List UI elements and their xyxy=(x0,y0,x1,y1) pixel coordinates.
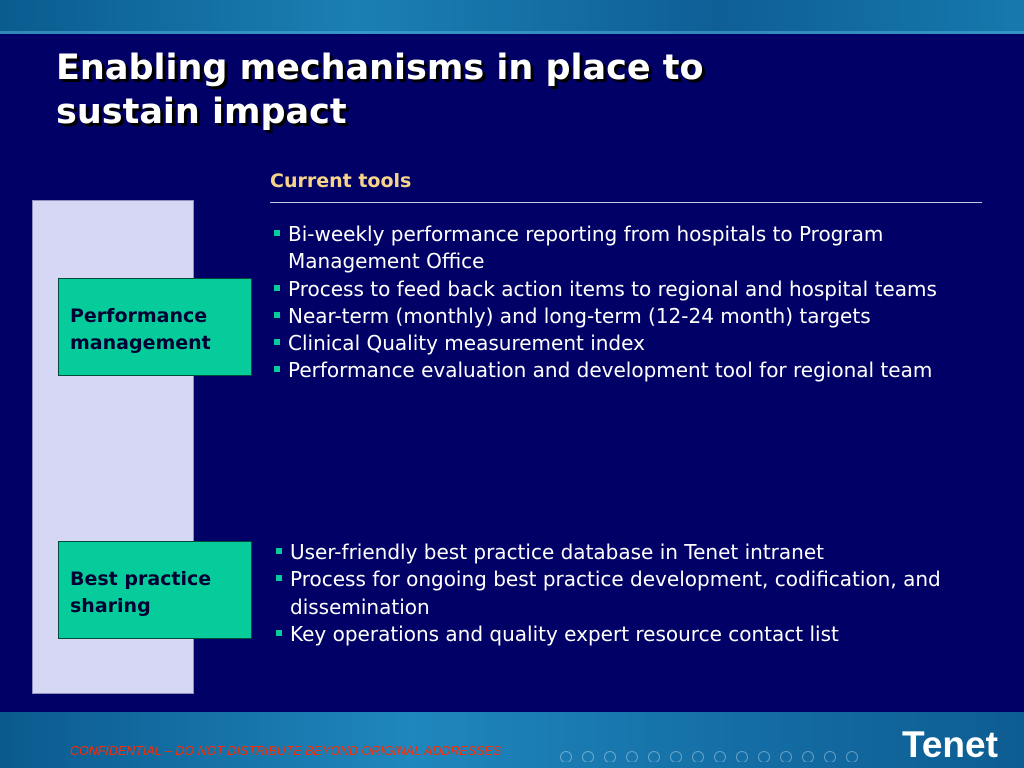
dot-decoration xyxy=(582,751,594,762)
square-bullet-icon xyxy=(274,366,280,372)
square-bullet-icon xyxy=(276,630,282,636)
dot-decoration xyxy=(648,751,660,762)
dot-decoration xyxy=(758,751,770,762)
dot-decoration xyxy=(736,751,748,762)
dot-decoration xyxy=(824,751,836,762)
list-item-text: Clinical Quality measurement index xyxy=(288,331,645,356)
dot-decoration xyxy=(780,751,792,762)
list-item xyxy=(272,539,992,566)
dot-decoration xyxy=(802,751,814,762)
list-item xyxy=(270,357,990,384)
square-bullet-icon xyxy=(276,575,282,581)
list-item xyxy=(270,330,990,357)
best-practice-tools-list xyxy=(272,539,992,648)
dot-decoration xyxy=(604,751,616,762)
square-bullet-icon xyxy=(274,285,280,291)
dot-decoration xyxy=(670,751,682,762)
footer-dot-pattern xyxy=(560,748,890,762)
dot-decoration xyxy=(846,751,858,762)
list-item xyxy=(270,276,990,303)
list-item xyxy=(272,566,992,621)
top-decorative-band xyxy=(0,0,1024,34)
slide-title: Enabling mechanisms in place to sustain impact xyxy=(56,48,704,132)
dot-decoration xyxy=(714,751,726,762)
square-bullet-icon xyxy=(274,230,280,236)
dot-decoration xyxy=(626,751,638,762)
mechanism-box-best-practice-sharing: Best practice sharing xyxy=(58,541,252,639)
list-item-text: Performance evaluation and development tool for regional team xyxy=(288,358,933,383)
list-item-text: Process for ongoing best practice development, codification, and dissemination xyxy=(290,567,941,619)
mechanism-box-performance-management: Performance management xyxy=(58,278,252,376)
confidential-notice: CONFIDENTIAL – DO NOT DISTRIBUTE BEYOND ORIGINAL ADDRESSES xyxy=(70,744,502,758)
list-item-text: Near-term (monthly) and long-term (12-24 month) targets xyxy=(288,303,871,328)
list-item-text: Process to feed back action items to regional and hospital teams xyxy=(288,276,937,301)
list-item xyxy=(270,303,990,330)
list-item xyxy=(270,221,990,276)
performance-tools-list xyxy=(270,221,990,385)
list-item-text: Key operations and quality expert resource contact list xyxy=(290,621,839,646)
list-item xyxy=(272,621,992,648)
dot-decoration xyxy=(560,751,572,762)
list-item-text: Bi-weekly performance reporting from hospitals to Program Management Office xyxy=(288,222,884,274)
list-item-text: User-friendly best practice database in Tenet intranet xyxy=(290,540,824,564)
heading-divider xyxy=(270,202,982,203)
dot-decoration xyxy=(692,751,704,762)
tenet-logo: Tenet xyxy=(902,724,998,765)
square-bullet-icon xyxy=(274,339,280,345)
square-bullet-icon xyxy=(276,548,282,554)
section-heading: Current tools xyxy=(270,170,412,192)
square-bullet-icon xyxy=(274,312,280,318)
